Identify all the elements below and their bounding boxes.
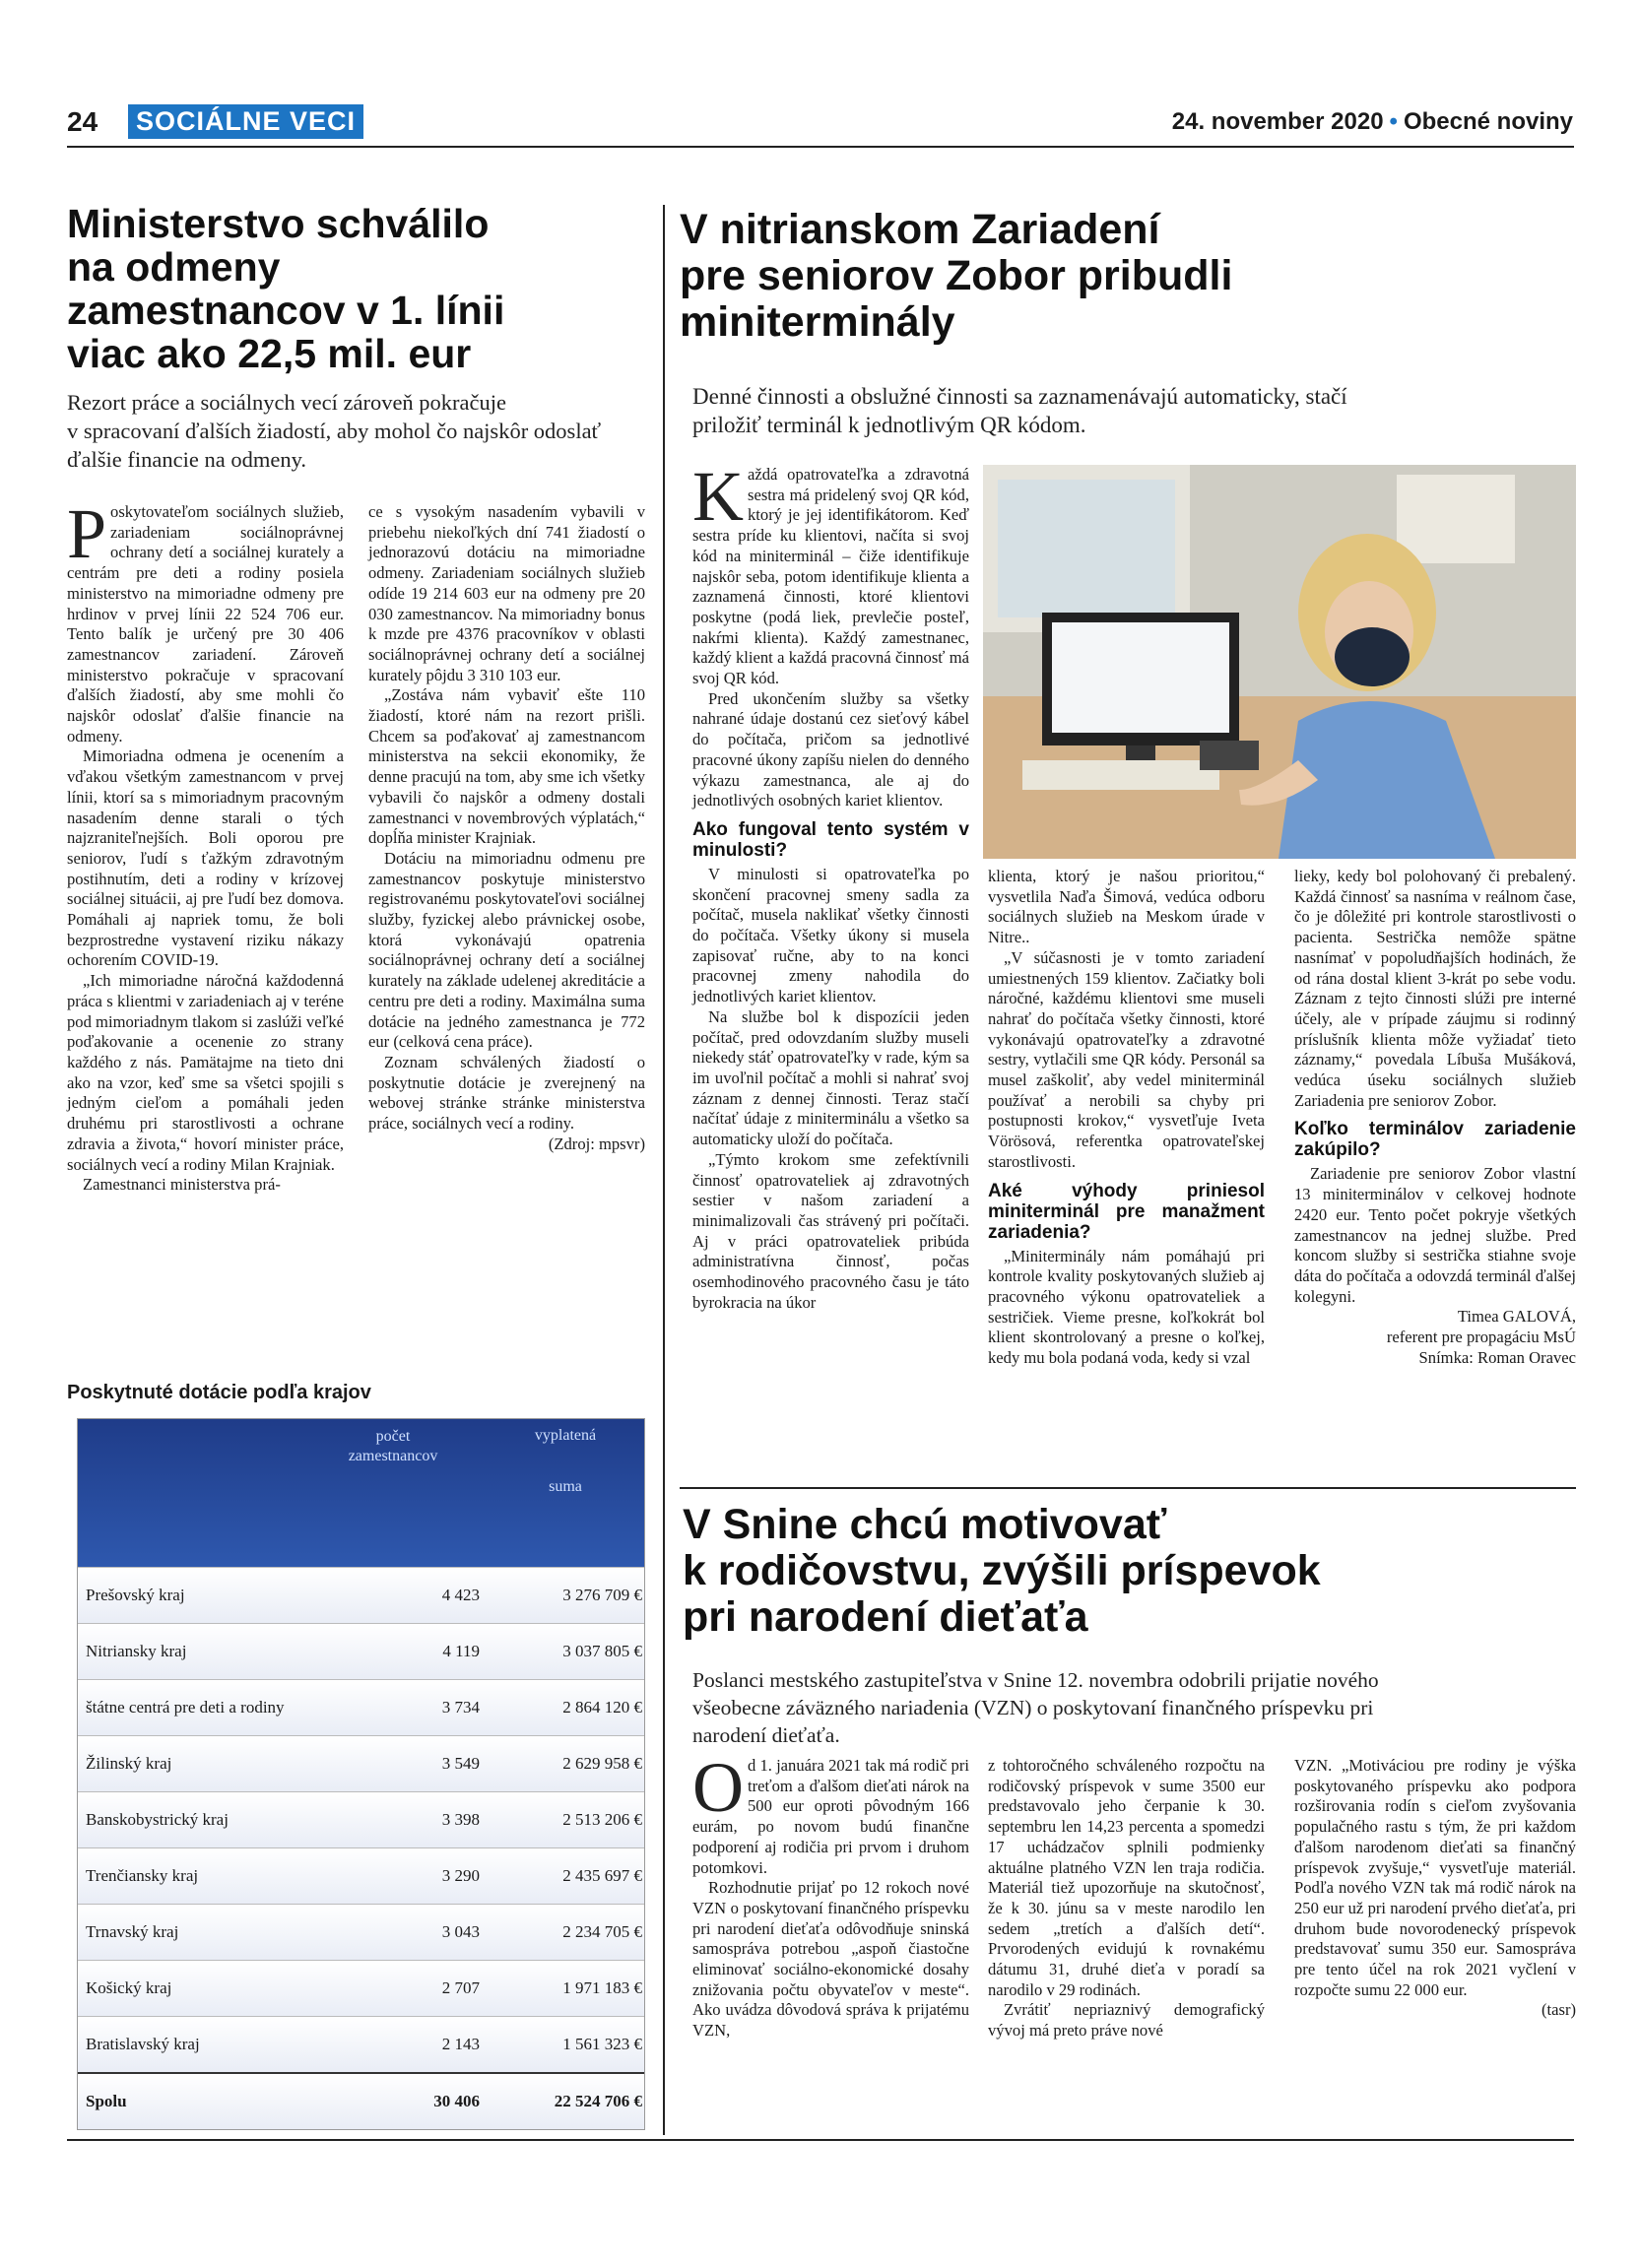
paragraph-text: „Zostáva nám vybaviť ešte 110 žiadostí, ktoré nám na rezort prišli. Chcem sa poďakovať aj zamestnancom ministerstva na sekcii ekonomiky, že denne pracujú na tom, aby sme ich všetky vybavili čo najskôr a odmeny dostali zamestnanci v novembrových výplatách,“ dopĺňa minister Krajniak. bbox=[368, 685, 645, 848]
paragraph-text: Pred ukončením služby sa všetky nahrané údaje dostanú cez sieťový kábel do počítača, pričom sa jednotlivé pracovné úkony zapíšu nielen do denného výkazu zamestnanca, ale aj do jednotlivých osobných kariet klientov. bbox=[692, 688, 969, 810]
signature-line: referent pre propagáciu MsÚ bbox=[1386, 1328, 1576, 1347]
table-row bbox=[78, 1623, 644, 1679]
article3-lead: Poslanci mestského zastupiteľstva v Snine 12. novembra odobrili prijatie nového všeobecne záväzného nariadenia (VZN) o poskytovaní finančného príspevku pri narodení dieťaťa. bbox=[692, 1668, 1379, 1747]
table-cell-count: 3 734 bbox=[441, 1698, 480, 1717]
table-cell-count: 4 119 bbox=[442, 1642, 480, 1660]
paragraph-text: klienta, ktorý je našou prioritou,“ vysvetlila Naďa Šimová, vedúca odboru sociálnych služieb na Meskom úrade v Nitre.. bbox=[988, 867, 1265, 947]
table-row bbox=[78, 1847, 644, 1904]
paragraph-text: „Miniterminály nám pomáhajú pri kontrole kvality poskytovaných služieb aj pracovného výkonu opatrovateliek a sestričiek. Vieme presne, koľkokrát bol klient skontrolovaný a presne o koľkej, kedy mu bola podaná voda, kedy si vzal bbox=[988, 1246, 1265, 1368]
table-cell-sum: 3 037 805 € bbox=[562, 1642, 642, 1660]
table-cell-sum: 2 513 206 € bbox=[562, 1810, 642, 1829]
paragraph bbox=[368, 502, 645, 685]
paragraph bbox=[692, 689, 969, 811]
paragraph-text: Dotáciu na mimoriadnu odmenu pre zamestnancov poskytuje ministerstvo registrovanému poskytovateľovi sociálnej služby, fyzickej alebo právnickej osobe, ktorá vykonávajú opatrenia sociálnoprávnej ochrany detí a sociálnej kurately na základe udelenej akreditácie a centru pre deti a rodiny. Maximálna suma dotácie na jedného zamestnanca je 772 eur (celková cena práce). bbox=[368, 848, 645, 1052]
article1-column-1 bbox=[67, 494, 344, 1196]
article3-title: V Snine chcú motivovať k rodičovstvu, zvýšili príspevok pri narodení dieťaťa bbox=[683, 1501, 1321, 1641]
paragraph-text: V minulosti si opatrovateľka po skončení pracovnej smeny sadla za počítač, musela naklikať všetky činnosti do počítača. Všetky úkony si musela zapisovať ručne, aby to na konci pracovnej zmeny nahodila do jednotlivých kariet klientov. bbox=[692, 864, 969, 1006]
article1-lead: Rezort práce a sociálnych vecí zároveň pokračuje v spracovaní ďalších žiadostí, aby mohol čo najskôr odoslať ďalšie financie na odmeny. bbox=[67, 390, 602, 472]
photo-illustration bbox=[983, 465, 1576, 859]
paragraph bbox=[368, 849, 645, 1053]
footer-rule bbox=[67, 2139, 1574, 2141]
paragraph-text: „Týmto krokom sme zefektívnili činnosť opatrovateliek aj zdravotných sestier v našom zariadení a minimalizovali čas strávený pri počítači. Aj v práci opatrovateliek pribúda administratívna činnosť, počas osemhodinového pracovného času je táto byrokracia na úkor bbox=[692, 1149, 969, 1312]
paragraph-text: aždá opatrovateľka a zdravotná sestra má pridelený svoj QR kód, ktorý je jej identifikátorom. Keď sestra príde ku klientovi, načíta si svoj kód na miniterminál – čiže identifikuje najskôr seba, potom identifikuje klienta a zaznamená činnosti, ktoré klientovi poskytne (podá liek, prevlečie posteľ, nakŕmi klienta). Každý zamestnanec, každý klient a každá pracovná činnosť má svoj QR kód. bbox=[692, 465, 969, 688]
table-cell-name: Trnavský kraj bbox=[86, 1922, 179, 1941]
article3-column-1 bbox=[692, 1748, 969, 2041]
paragraph-text: VZN. „Motiváciou pre rodiny je výška poskytovaného príspevku ako podpora rozširovania rodín s cieľom zvyšovania populačného rastu s tým, že pri každom ďalšom narodenom dieťati sa finančný príspevok zvyšuje,“ vysvetľuje materiál. Podľa nového VZN tak má rodič nárok na 250 eur už pri narodení prvého dieťaťa, pri druhom bude novorodenecký príspevok predstavovať sumu 350 eur. Samospráva pre tento účel na rok 2021 vyčlení v rozpočte sumu 22 000 eur. bbox=[1294, 1756, 1576, 1999]
header-count: počet zamestnancov bbox=[348, 1428, 438, 1464]
paragraph-text: Mimoriadna odmena je ocenením a vďakou všetkým zamestnancom v prvej línii, ktorí sa s mimoriadnym pracovným nasadením denne starali o tých najzraniteľnejších. Boli oporou pre seniorov, ľudí s ťažkým zdravotným postihnutím, deti a rodiny v krízovej sociálnej situácii, aj pre ľudí bez domova. Pomáhali aj napriek tomu, že boli bezprostredne vystavení riziku nákazy ochorením COVID-19. bbox=[67, 746, 344, 970]
table-row bbox=[78, 2016, 644, 2072]
table-cell-count: 3 290 bbox=[441, 1866, 480, 1885]
article3-column-3 bbox=[1294, 1756, 1576, 2021]
paragraph bbox=[988, 2000, 1265, 2041]
table-cell-count: 3 549 bbox=[441, 1754, 480, 1773]
paragraph bbox=[692, 1878, 969, 2041]
subsidy-table bbox=[77, 1418, 645, 2130]
table-header bbox=[78, 1419, 644, 1567]
article2-title: V nitrianskom Zariadení pre seniorov Zobor pribudli miniterminály bbox=[680, 206, 1233, 346]
signature-line: Snímka: Roman Oravec bbox=[1418, 1347, 1576, 1367]
table-cell-sum: 2 435 697 € bbox=[562, 1866, 642, 1885]
paragraph bbox=[692, 865, 969, 1007]
table-cell-count: 2 143 bbox=[441, 2035, 480, 2053]
table-cell-name: Žilinský kraj bbox=[86, 1754, 172, 1773]
table-row bbox=[78, 1904, 644, 1960]
paragraph bbox=[988, 1247, 1265, 1369]
paragraph bbox=[67, 1175, 344, 1196]
paragraph-text: „V súčasnosti je v tomto zariadení umiestnených 159 klientov. Začiatky boli náročné, každému klientovi sme museli nahrať do počítača všetky činnosti, ktoré vykonávajú opatrovateľky a zdravotné sestry, vytlačili sme QR kódy. Personál sa musel zaškoliť, aby vedel miniterminál používať a nerobili sa chyby pri postupnosti krokov,“ vysvetľuje Iveta Vörösová, referentka opatrovateľskej starostlivosti. bbox=[988, 947, 1265, 1171]
paragraph bbox=[67, 746, 344, 971]
article2-column-3 bbox=[1294, 867, 1576, 1368]
table-cell-name: Trenčiansky kraj bbox=[86, 1866, 199, 1885]
paragraph-text: Zvrátiť nepriaznivý demografický vývoj má preto práve nové bbox=[988, 2000, 1265, 2041]
table-cell-count: 4 423 bbox=[441, 1586, 480, 1604]
paragraph-text: oskytovateľom sociálnych služieb, zariadeniam sociálnoprávnej ochrany detí a sociálnej kurately a centrám pre deti a rodiny posiela ministerstvo na mimoriadne odmeny pre hrdinov v prvej línii 22 524 706 eur. Tento balík je určený pre 30 406 zamestnancov zariadení. Zároveň ministerstvo pokračuje v spracovaní ďalších žiadostí, aby sme mohli čo najskôr odoslať ďalšie financie na odmeny. bbox=[67, 502, 344, 745]
paragraph-text: ce s vysokým nasadením vybavili v priebehu niekoľkých dní 741 žiadostí o jednorazovú dotáciu na mimoriadne odmeny. Zariadeniam sociálnych služieb odíde 19 214 603 eur na odmeny pre 20 030 zamestnancov. Na mimoriadny bonus k mzde pre 4376 pracovníkov v oblasti sociálnoprávnej ochrany detí a sociálnej kurately pôjdu 3 310 103 eur. bbox=[368, 502, 645, 684]
issue-date: 24. november 2020 bbox=[1171, 108, 1384, 135]
drop-cap: P bbox=[67, 494, 107, 573]
paragraph-text: d 1. januára 2021 tak má rodič pri treťom a ďalšom dieťati nárok na 500 eur oproti pôvodným 166 eurám, po novom budú finančne podporení aj rodičia pri prvom i druhom potomkovi. bbox=[692, 1756, 969, 1877]
table-cell-sum: 1 971 183 € bbox=[562, 1978, 642, 1997]
header-rule bbox=[67, 146, 1574, 148]
table-cell-count: 3 043 bbox=[441, 1922, 480, 1941]
table-body bbox=[78, 1567, 644, 2072]
table-row bbox=[78, 1791, 644, 1847]
table-cell-sum: 2 864 120 € bbox=[562, 1698, 642, 1717]
table-cell-sum: 2 629 958 € bbox=[562, 1754, 642, 1773]
paragraph-text: Zariadenie pre seniorov Zobor vlastní 13 miniterminálov v celkovej hodnote 2420 eur. Tento počet pokryje všetkých zamestnancov na jednej službe. Pred koncom služby si sestrička stiahne svoje dáta do počítača a odovzdá terminál ďalšej kolegyni. bbox=[1294, 1164, 1576, 1306]
article2-column-1 bbox=[692, 457, 969, 1313]
paragraph bbox=[692, 457, 969, 689]
paragraph bbox=[1294, 1164, 1576, 1307]
paragraph-text: „Ich mimoriadne náročná každodenná práca s klientmi v zariadeniach aj v teréne pod mimoriadnym tlakom si zaslúži veľké poďakovanie a ocenenie zo strany každého z nás. Pamätajme na tieto dni ako na vzor, keď sme sa všetci spojili s jedným cieľom a pomáhali jeden druhému pri starostlivosti a ochrane zdravia a života,“ hovorí minister práce, sociálnych vecí a rodiny Milan Krajniak. bbox=[67, 971, 344, 1174]
paragraph bbox=[692, 1748, 969, 1878]
table-cell-sum: 3 276 709 € bbox=[562, 1586, 642, 1604]
table-title: Poskytnuté dotácie podľa krajov bbox=[67, 1382, 371, 1403]
article1-title: Ministerstvo schválilo na odmeny zamestnancov v 1. línii viac ako 22,5 mil. eur bbox=[67, 201, 505, 376]
paragraph-text: Rozhodnutie prijať po 12 rokoch nové VZN o poskytovaní finančného príspevku pri narodení dieťaťa odôvodňuje sninská samospráva potrebou „aspoň čiastočne eliminovať sociálno-ekonomické dosahy znižovania počtu obyvateľov v meste“. Ako uvádza dôvodová správa k prijatému VZN, bbox=[692, 1878, 969, 2041]
table-cell-name: Bratislavský kraj bbox=[86, 2035, 200, 2053]
table-total-row: Spolu 30 406 22 524 706 € bbox=[78, 2072, 644, 2129]
separator-bullet: • bbox=[1389, 108, 1398, 135]
article1-column-2 bbox=[368, 502, 645, 1155]
paragraph bbox=[368, 1134, 645, 1155]
table-cell-name: štátne centrá pre deti a rodiny bbox=[86, 1698, 285, 1717]
signature-line: Timea GALOVÁ, bbox=[1457, 1307, 1576, 1327]
article3-column-2 bbox=[988, 1756, 1265, 2041]
paragraph bbox=[67, 494, 344, 746]
paragraph bbox=[988, 1756, 1265, 2000]
subheading: Koľko terminálov zariadenie zakúpilo? bbox=[1294, 1119, 1576, 1161]
paragraph-text: z tohtoročného schváleného rozpočtu na rodičovský príspevok v sume 3500 eur predstavovalo jeho čerpanie k 30. septembru len 14,23 percenta a spomedzi 17 uchádzačov splnili podmienky aktuálne platného VZN len traja rodičia. Materiál tiež upozorňuje na skutočnosť, že k 30. júnu sa v meste narodilo len sedem „tretích a ďalších detí“. Prvorodených evidujú k rovnakému dátumu 31, druhé dieťa v poradí sa narodilo v 29 rodinách. bbox=[988, 1756, 1265, 1999]
table-cell-count: 3 398 bbox=[441, 1810, 480, 1829]
article-divider bbox=[680, 1487, 1576, 1489]
paragraph bbox=[988, 867, 1265, 948]
paragraph-text: Na službe bol k dispozícii jeden počítač, pred odovzdaním služby museli niekedy stáť opatrovateľky v rade, kým sa im uvoľnil počítač a mohli si nahrať svoj záznam z dennej činnosti. Teraz stačí načítať údaje z miniterminálu a všetko sa automaticky uloží do počítača. bbox=[692, 1006, 969, 1149]
paragraph bbox=[692, 1150, 969, 1314]
table-cell-name: Prešovský kraj bbox=[86, 1586, 185, 1604]
table-cell-sum: 2 234 705 € bbox=[562, 1922, 642, 1941]
drop-cap: O bbox=[692, 1748, 744, 1827]
paragraph-text: (Zdroj: mpsvr) bbox=[548, 1134, 645, 1153]
paragraph bbox=[988, 948, 1265, 1173]
subheading: Aké výhody priniesol miniterminál pre manažment zariadenia? bbox=[988, 1180, 1265, 1243]
table-row bbox=[78, 1735, 644, 1791]
photo-nurse-at-computer bbox=[983, 465, 1576, 859]
column-divider bbox=[663, 205, 665, 2135]
paragraph bbox=[1294, 2000, 1576, 2021]
table-row bbox=[78, 1960, 644, 2016]
table-cell-name: Banskobystrický kraj bbox=[86, 1810, 229, 1829]
paragraph bbox=[692, 1007, 969, 1150]
paragraph bbox=[1294, 867, 1576, 1111]
table-row bbox=[78, 1567, 644, 1623]
page-number: 24 bbox=[67, 106, 98, 137]
paragraph bbox=[67, 971, 344, 1175]
article2-lead: Denné činnosti a obslužné činnosti sa zaznamenávajú automaticky, stačí priložiť terminál k jednotlivým QR kódom. bbox=[692, 384, 1347, 437]
issue-info bbox=[1172, 108, 1573, 136]
header-paid: vyplatená bbox=[534, 1427, 597, 1444]
paragraph-text: lieky, kedy bol polohovaný či prebalený. Každá činnosť sa nasníma v reálnom čase, čo je dôležité pri kontrole starostlivosti o pacienta. Sestrička nemôže spätne nasnímať v popoludňajších hodinách, že od rána dostal klient 3-krát po sebe vodu. Záznam z tejto činnosti slúži pre interné účely, ale v prípade záujmu si rodinný príslušník klienta môže vyžiadať tieto záznamy,“ povedala Líbuša Mušáková, vedúca úseku sociálnych služieb Zariadenia pre seniorov Zobor. bbox=[1294, 867, 1576, 1110]
paragraph bbox=[368, 1053, 645, 1134]
table-row bbox=[78, 1679, 644, 1735]
table-cell-name: Košický kraj bbox=[86, 1978, 172, 1997]
paper-name: Obecné noviny bbox=[1403, 108, 1573, 135]
paragraph-text: (tasr) bbox=[1541, 2000, 1576, 2020]
header-sum: suma bbox=[549, 1478, 582, 1495]
paragraph bbox=[1294, 1756, 1576, 2000]
table-cell-sum: 1 561 323 € bbox=[562, 2035, 642, 2053]
table-cell-count: 2 707 bbox=[441, 1978, 480, 1997]
paragraph-text: Zoznam schválených žiadostí o poskytnutie dotácie je zverejnený na webovej stránke stránke ministerstva práce, sociálnych vecí a rodiny. bbox=[368, 1052, 645, 1134]
paragraph bbox=[368, 685, 645, 849]
paragraph-text: Zamestnanci ministerstva prá- bbox=[83, 1175, 281, 1195]
table-cell-name: Nitriansky kraj bbox=[86, 1642, 187, 1660]
article2-column-2 bbox=[988, 867, 1265, 1369]
subheading: Ako fungoval tento systém v minulosti? bbox=[692, 818, 969, 861]
drop-cap: K bbox=[692, 457, 744, 536]
section-label: SOCIÁLNE VECI bbox=[128, 104, 363, 139]
